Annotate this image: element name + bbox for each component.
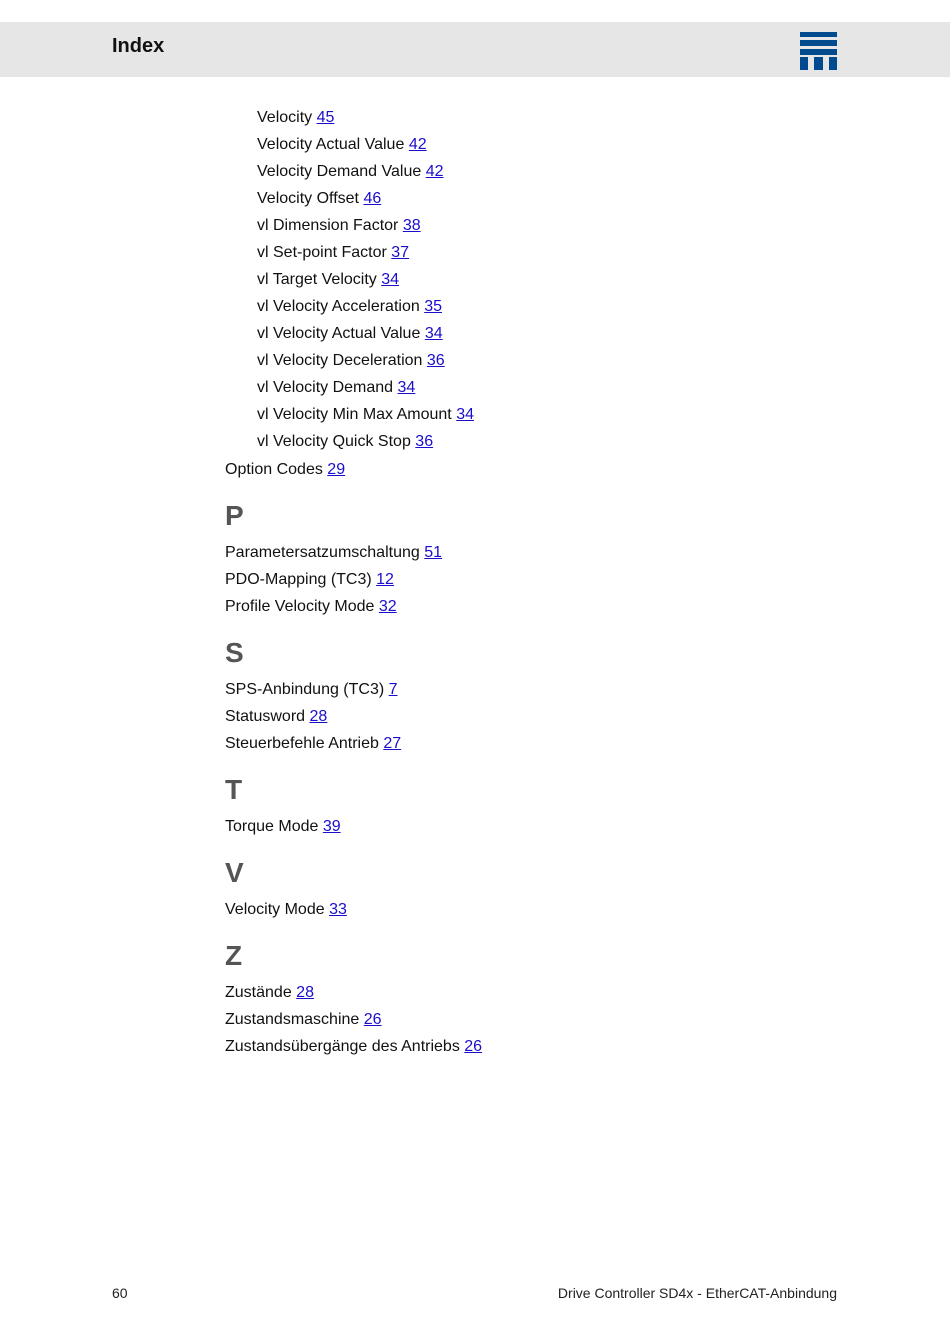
- entry-label: vl Target Velocity: [257, 271, 377, 288]
- entry-label: Velocity Demand Value: [257, 163, 422, 180]
- entry-label: Velocity Offset: [257, 190, 359, 207]
- page-link[interactable]: 33: [329, 901, 347, 918]
- index-entry: [225, 1010, 382, 1030]
- section-letter: T: [225, 774, 243, 805]
- section-letter: Z: [225, 940, 243, 971]
- page-link[interactable]: 32: [378, 598, 397, 615]
- index-entry: [257, 297, 442, 317]
- index-entry: [225, 680, 398, 700]
- index-entry: [257, 216, 421, 236]
- page-link[interactable]: 42: [425, 163, 444, 180]
- index-entry: [257, 135, 427, 155]
- entry-label: SPS-Anbindung (TC3): [225, 681, 385, 698]
- entry-label: Parametersatzumschaltung: [225, 544, 420, 561]
- page-link[interactable]: 27: [383, 735, 402, 752]
- page-link[interactable]: 34: [397, 379, 416, 396]
- entry-label: Velocity Actual Value: [257, 136, 405, 153]
- page-link[interactable]: 26: [464, 1038, 483, 1055]
- section-letter: P: [225, 500, 244, 531]
- index-entry: [225, 597, 397, 617]
- page-link[interactable]: 7: [388, 681, 398, 698]
- page-link[interactable]: 39: [322, 818, 341, 835]
- entry-label: Zustandsübergänge des Antriebs: [225, 1038, 460, 1055]
- index-entry: [225, 817, 341, 837]
- page-link[interactable]: 34: [424, 325, 443, 342]
- entry-label: Velocity Mode: [225, 901, 325, 918]
- section-letter: V: [225, 857, 244, 888]
- index-entry: [257, 243, 409, 263]
- section-letter: S: [225, 637, 244, 668]
- index-entry: [225, 543, 442, 563]
- page-title: Index: [112, 35, 165, 57]
- page-number: 60: [112, 1285, 128, 1301]
- entry-label: vl Velocity Deceleration: [257, 352, 423, 369]
- index-entry: [225, 570, 394, 590]
- entry-label: vl Velocity Acceleration: [257, 298, 420, 315]
- index-entry: [257, 432, 433, 452]
- entry-label: vl Velocity Demand: [257, 379, 394, 396]
- page-link[interactable]: 42: [408, 136, 427, 153]
- index-entry: [257, 405, 474, 425]
- entry-label: vl Set-point Factor: [257, 244, 387, 261]
- page-link[interactable]: 34: [381, 271, 400, 288]
- page-link[interactable]: 34: [456, 406, 474, 423]
- entry-label: Velocity: [257, 109, 313, 126]
- page-link[interactable]: 38: [402, 217, 421, 234]
- entry-label: vl Dimension Factor: [257, 217, 399, 234]
- index-entry: [257, 378, 415, 398]
- page-link[interactable]: 28: [309, 708, 328, 725]
- entry-label: Torque Mode: [225, 818, 319, 835]
- page-link[interactable]: 36: [415, 433, 434, 450]
- entry-label: PDO-Mapping (TC3): [225, 571, 372, 588]
- page-link[interactable]: 26: [363, 1011, 382, 1028]
- index-entry: [257, 108, 334, 128]
- index-entry: [257, 162, 444, 182]
- page-link[interactable]: 35: [424, 298, 442, 315]
- index-entry: [225, 983, 314, 1003]
- entry-label: Statusword: [225, 708, 306, 725]
- index-entry: [257, 324, 443, 344]
- index-entry: [257, 189, 381, 209]
- entry-label: vl Velocity Min Max Amount: [257, 406, 452, 423]
- page-header: [0, 22, 950, 77]
- page-link[interactable]: 45: [316, 109, 335, 126]
- index-entry: [257, 351, 445, 371]
- entry-label: vl Velocity Actual Value: [257, 325, 421, 342]
- index-entry: [225, 1037, 482, 1057]
- index-entry: [257, 270, 399, 290]
- entry-label: Option Codes: [225, 461, 323, 478]
- page-link[interactable]: 28: [296, 984, 314, 1001]
- page-link[interactable]: 37: [391, 244, 410, 261]
- entry-label: Zustandsmaschine: [225, 1011, 360, 1028]
- index-entry: [225, 460, 345, 480]
- entry-label: Profile Velocity Mode: [225, 598, 375, 615]
- entry-label: vl Velocity Quick Stop: [257, 433, 411, 450]
- index-entry: [225, 900, 347, 920]
- index-entry: [225, 707, 327, 727]
- entry-label: Steuerbefehle Antrieb: [225, 735, 379, 752]
- page-link[interactable]: 51: [424, 544, 443, 561]
- index-entry: [225, 734, 401, 754]
- footer-document-title: Drive Controller SD4x - EtherCAT-Anbindung: [557, 1285, 837, 1301]
- page-link[interactable]: 12: [376, 571, 394, 588]
- page-link[interactable]: 36: [426, 352, 445, 369]
- page-link[interactable]: 46: [363, 190, 382, 207]
- page-link[interactable]: 29: [327, 461, 346, 478]
- company-logo-icon: [800, 32, 837, 70]
- entry-label: Zustände: [225, 984, 292, 1001]
